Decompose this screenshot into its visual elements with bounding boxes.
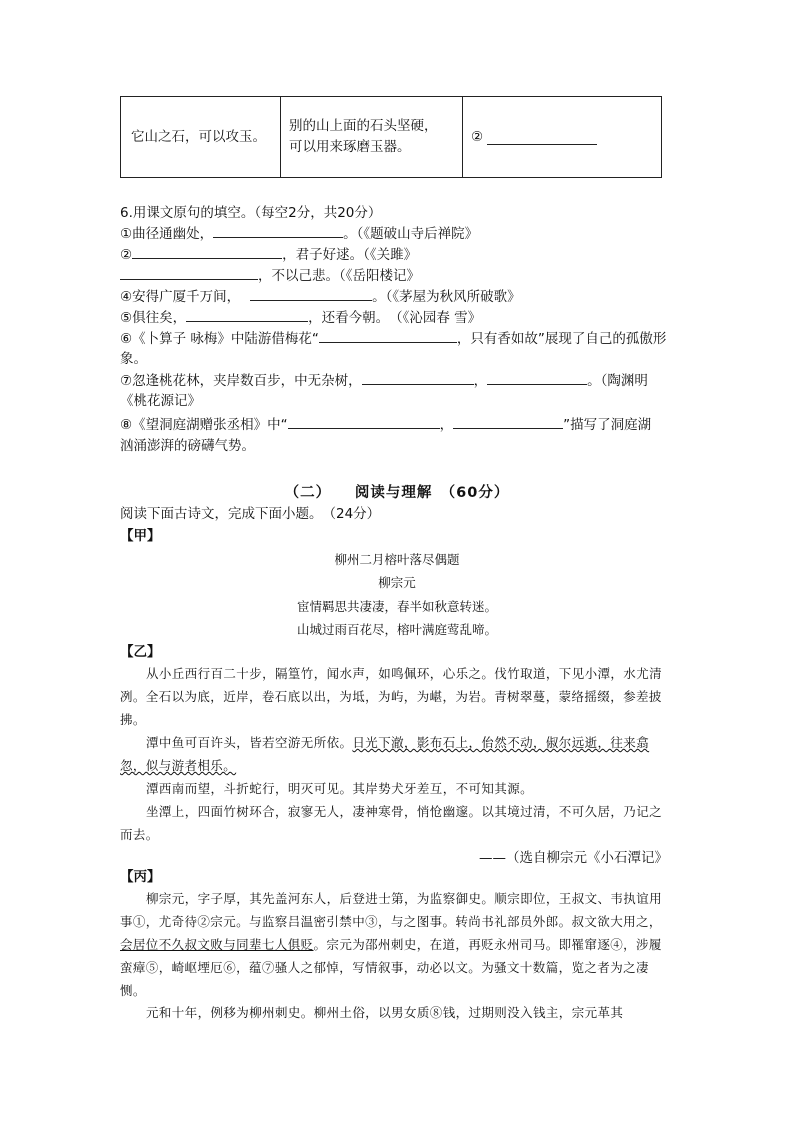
section-2-title: （二） 阅读与理解 （60分）: [284, 485, 510, 501]
q6-line-7-cont: 《桃花源记》: [120, 393, 201, 409]
q6-line-5: [120, 307, 481, 328]
yi-paragraph-1: 从小丘西行百二十步，隔篁竹，闻水声，如鸣佩环，心乐之。伐竹取道，下见小潭，水尤清冽。全石以为底，近岸，卷石底以出，为坻，为屿，为嵁，为岩。青树翠蔓，蒙络摇缀，参差披拂。: [120, 666, 663, 727]
q6-l1-blank[interactable]: [213, 223, 343, 238]
yi-p2-underlined: 日光下澈，影布石上，佁然不动，俶尔远逝，往来翕忽，似与游者相乐。: [120, 735, 650, 773]
q6-line-7: [120, 370, 648, 391]
table-cell-original: [121, 97, 281, 177]
q6-line-6: [120, 328, 666, 349]
q6-title: 6.用课文原句的填空。（每空2分，共20分）: [120, 205, 382, 221]
q6-l8-tail: ”描写了洞庭湖: [563, 417, 652, 433]
q6-l5-text: ⑤俱往矣，: [120, 310, 187, 326]
q6-l6-blank[interactable]: [319, 328, 457, 343]
yi-paragraph-3: 潭西南而望，斗折蛇行，明灭可见。其岸势犬牙差互，不可知其源。: [146, 781, 534, 796]
bing-p1-underlined: 会居位不久叔文败与同辈七人俱贬: [120, 937, 314, 952]
q6-l8-blank-2[interactable]: [453, 414, 563, 429]
yi-paragraph-2: [120, 731, 668, 777]
q6-l5-source: ，还看今朝。 （《沁园春 雪》: [308, 310, 482, 326]
q6-line-8-cont: 汹涌澎湃的磅礴气势。: [120, 438, 255, 454]
q6-l7-text: ⑦忽逢桃花林，夹岸数百步，中无杂树，: [120, 373, 362, 389]
q6-l4-source: 。（《茅屋为秋风所破歌》: [372, 289, 521, 305]
translation-line-2: 可以用来琢磨玉器。: [289, 139, 411, 155]
table-cell-answer: [463, 97, 661, 177]
q6-l2-text: ，君子好逑。（《关雎》: [282, 247, 418, 263]
q6-l7-source: 。（陶渊明: [587, 373, 648, 389]
q6-line-1: [120, 223, 478, 244]
q6-line-6-cont: 象。: [120, 351, 147, 367]
jia-label: 【甲】: [120, 528, 161, 544]
poem-author: 柳宗元: [378, 575, 416, 590]
yi-paragraph-4: 坐潭上，四面竹树环合，寂寥无人，凄神寒骨，悄怆幽邃。以其境过清，不可久居，乃记之而去。: [120, 804, 663, 842]
q6-line-8: [120, 414, 651, 435]
yi-label: 【乙】: [120, 644, 161, 660]
q6-line-3: [120, 265, 420, 286]
q6-l6-tail: ，只有香如故”展现了自己的孤傲形: [456, 331, 667, 347]
poem-line-2: 山城过雨百花尽，榕叶满庭莺乱啼。: [296, 622, 497, 637]
q6-l4-text: ④安得广厦千万间，: [120, 289, 241, 305]
q6-l6-text: ⑥《卜算子 咏梅》中陆游借梅花“: [120, 331, 319, 347]
q6-l3-blank[interactable]: [120, 265, 258, 280]
q6-l7-blank-1[interactable]: [362, 370, 474, 385]
translation-line-1: 别的山上面的石头坚硬，: [289, 118, 438, 134]
poem-line-1: 宦情羁思共凄凄，春半如秋意转迷。: [296, 599, 497, 614]
yi-source: ——（选自柳宗元《小石潭记》: [479, 850, 668, 866]
q6-l8-comma: ，: [439, 417, 454, 433]
bing-paragraph-2: 元和十年，例移为柳州刺史。柳州土俗，以男女质⑧钱，过期则没入钱主，宗元革其: [146, 1005, 624, 1020]
q6-l7-comma: ，: [473, 373, 488, 389]
q6-l3-text: ，不以己悲。（《岳阳楼记》: [258, 268, 420, 284]
q6-l8-blank-1[interactable]: [288, 414, 440, 429]
translation-table-row: [120, 96, 662, 178]
original-sentence: 它山之石，可以攻玉。: [131, 128, 266, 145]
q6-l1-text: ①曲径通幽处，: [120, 226, 214, 242]
bing-label: 【丙】: [120, 869, 161, 885]
bing-p1-text-b: 。宗元为邵州刺史，在道，再贬永州司马。即罹窜逐④，涉履蛮瘴⑤，崎岖堙厄⑥，蕴⑦骚人之郁悼，写情叙事，动必以文。为骚文十数篇，览之者为之凄恻。: [120, 937, 662, 998]
q6-l2-blank[interactable]: [132, 244, 282, 259]
q6-l4-blank[interactable]: [250, 286, 372, 301]
yi-p2-text: 潭中鱼可百许头，皆若空游无所依。: [146, 735, 353, 750]
q6-l8-text: ⑧《望洞庭湖赠张丞相》中“: [120, 417, 288, 433]
q6-line-2: [120, 244, 417, 265]
q6-l1-source: 。（《题破山寺后禅院》: [343, 226, 479, 242]
answer-blank[interactable]: [487, 130, 597, 145]
q6-l2-num: ②: [120, 247, 133, 263]
answer-number: ②: [471, 128, 484, 145]
bing-paragraph-1: [120, 887, 668, 1002]
q6-l7-blank-2[interactable]: [487, 370, 587, 385]
section-2-intro: 阅读下面古诗文，完成下面小题。 （24分）: [120, 506, 381, 522]
bing-p1-text-a: 柳宗元，字子厚，其先盖河东人，后登进士第，为监察御史。顺宗即位，王叔文、韦执谊用事①，尤奇待②宗元。与监察吕温密引禁中③，与之图事。转尚书礼部员外郎。叔文欲大用之，: [120, 891, 663, 929]
poem-title: 柳州二月榕叶落尽偶题: [334, 552, 460, 567]
q6-line-4: [120, 286, 521, 307]
q6-l5-blank[interactable]: [186, 307, 308, 322]
table-cell-translation: [281, 97, 463, 177]
